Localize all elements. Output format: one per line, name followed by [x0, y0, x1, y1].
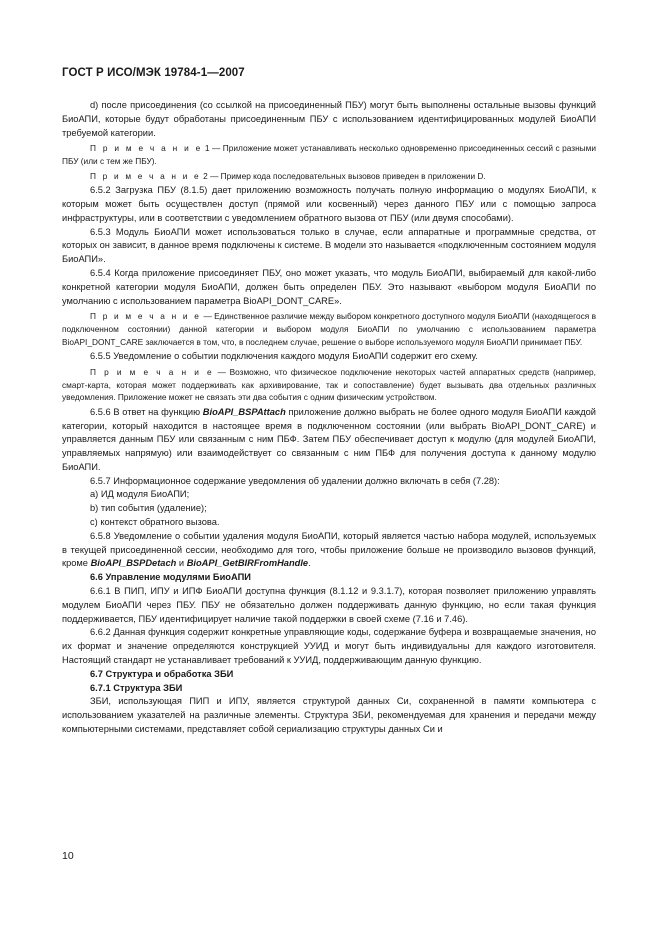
list-item: c) контекст обратного вызова. — [90, 517, 220, 528]
text-run: . — [308, 558, 311, 569]
paragraph-6-5-3: 6.5.3 Модуль БиоАПИ может использоваться только в случае, если аппаратные и программные средства, от которых он зависит, в данное время подключены к системе. В модели это называется «подключенным состоянием модуля БиоАПИ». — [62, 226, 596, 265]
note-label: П р и м е ч а н и е — [90, 366, 214, 377]
paragraph-d: d) после присоединения (со ссылкой на присоединенный ПБУ) могут быть выполнены остальные вызовы функций БиоАПИ, которые будут обработаны присоединенным ПБУ с использованием идентифицированных модулей БиоАПИ требуемой категории. — [62, 100, 596, 138]
page-number: 10 — [62, 850, 74, 862]
page-body — [62, 99, 596, 737]
note-text: — Возможно, что физическое подключение некоторых частей аппаратных средств (например, смарт-карта, которая может поддерживать как архивирование, так и сопоставление) будет вызывать два отдельных различных уведомления. Приложение может не связать эти два события с одним физическим устройством. — [62, 366, 596, 403]
function-name: BioAPI_BSPAttach — [202, 406, 286, 417]
note-4 — [62, 366, 596, 404]
text-run: приложение должно выбрать не более одного модуля БиоАПИ каждой категории, который находится в настоящее время в подключенном состоянии (или выбрать BioAPI_DONT_CARE) и управляется данным ПБУ или связанным с ним ПБФ. Затем ПБУ обеспечивает доступ к модулю (для модулей БиоАПИ, управляемых напрямую) или взаимодействует со связанным с ним ПБФ для получения доступа к данному модулю БиоАПИ. — [62, 406, 596, 472]
paragraph-6-5-6 — [62, 406, 596, 475]
paragraph-6-7-1: ЗБИ, использующая ПИП и ИПУ, является структурой данных Си, сохраненной в памяти компьютера с использованием указателей на различные элементы. Структура ЗБИ, рекомендуемая для хранения и передачи между компьютерными системами, представляет собой сериализацию структуры данных Си и — [62, 696, 596, 735]
section-heading-6-7: 6.7 Структура и обработка ЗБИ — [90, 668, 234, 679]
note-text: — Единственное различие между выбором конкретного доступного модуля БиоАПИ (находящегося в подключенном состоянии) данной категории и выбором модуля БиоАПИ по умолчанию с использованием параметра BioAPI_DONT_CARE заключается в том, что, в последнем случае, решение о выборе используемого модуля БиоАПИ принимает ПБУ. — [62, 311, 596, 347]
text-run: и — [176, 558, 187, 569]
paragraph-6-6-1: 6.6.1 В ПИП, ИПУ и ИПФ БиоАПИ доступна функция (8.1.12 и 9.3.1.7), которая позволяет приложению управлять модулем БиоАПИ через ПБУ. ПБУ не обязательно должен поддерживать данную функцию, но если такая функция поддерживается, ПБУ идентифицирует наличие такой поддержки в своей схеме (7.16 и 7.46). — [62, 586, 596, 624]
note-2 — [62, 170, 596, 183]
note-text: 2 — Пример кода последовательных вызовов приведен в приложении D. — [200, 170, 486, 181]
note-text: 1 — Приложение может устанавливать несколько одновременно присоединенных сессий с разными ПБУ (или с тем же ПБУ). — [62, 143, 596, 166]
function-name: BioAPI_GetBIRFromHandle — [186, 558, 309, 569]
note-label: П р и м е ч а н и е — [90, 311, 202, 322]
section-heading-6-6: 6.6 Управление модулями БиоАПИ — [90, 572, 251, 583]
paragraph-6-5-8 — [62, 530, 596, 571]
paragraph-6-5-2: 6.5.2 Загрузка ПБУ (8.1.5) дает приложению возможность получать полную информацию о модулях БиоАПИ, к которым может быть осуществлен доступ (прямой или косвенный) через данного ПБУ или с помощью запроса инфраструктуры, или в соответствии с уведомлением обратного вызова от ПБУ (или двумя способами). — [62, 185, 596, 223]
standard-header: ГОСТ Р ИСО/МЭК 19784-1—2007 — [62, 67, 245, 79]
text-run: 6.5.6 В ответ на функцию — [90, 406, 203, 417]
note-1 — [62, 142, 596, 167]
paragraph-6-6-2: 6.6.2 Данная функция содержит конкретные управляющие коды, содержание буфера и возвращаемые значения, но их формат и значение определяются конструкцией УУИД и могут быть индивидуальны для каждого изготовителя. Настоящий стандарт не устанавливает требований к УУИД, поддерживающим данную функцию. — [62, 627, 596, 666]
section-heading-6-7-1: 6.7.1 Структура ЗБИ — [90, 682, 183, 693]
function-name: BioAPI_BSPDetach — [90, 558, 177, 569]
note-3 — [62, 310, 596, 348]
paragraph-6-5-5: 6.5.5 Уведомление о событии подключения каждого модуля БиоАПИ содержит его схему. — [90, 351, 478, 362]
text-run: 6.5.8 Уведомление о событии удаления модуля БиоАПИ, который является частью набора модулей, используемых в текущей присоединенной сессии, необходимо для того, чтобы приложение больше не производило вызовов функций, кроме — [62, 530, 596, 569]
note-label: П р и м е ч а н и е — [90, 143, 203, 154]
list-item: b) тип события (удаление); — [90, 503, 207, 514]
note-label: П р и м е ч а н и е — [90, 170, 201, 181]
list-item: а) ИД модуля БиоАПИ; — [90, 489, 190, 500]
paragraph-6-5-4: 6.5.4 Когда приложение присоединяет ПБУ, оно может указать, что модуль БиоАПИ, выбираемый для какой-либо конкретной категории модуля БиоАПИ, должен быть определен ПБУ. Это называют «выбором модуля БиоАПИ по умолчанию с использованием параметра BioAPI_DONT_CARE». — [62, 267, 596, 306]
paragraph-6-5-7: 6.5.7 Информационное содержание уведомления об удалении должно включать в себя (7.28): — [90, 475, 500, 486]
